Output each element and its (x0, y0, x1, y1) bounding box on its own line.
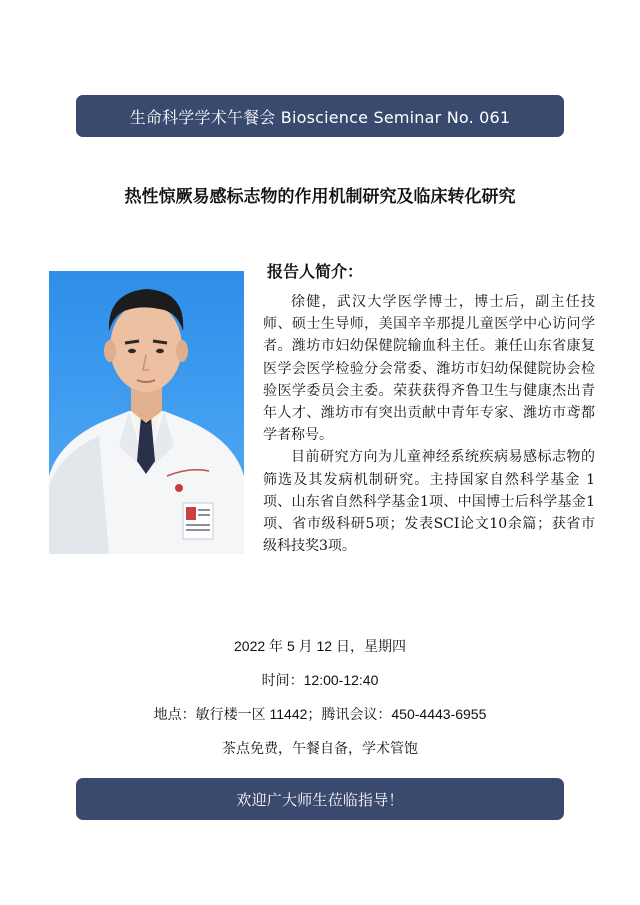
welcome-banner (76, 778, 564, 820)
event-time: 时间：12:00-12:40 (261, 672, 379, 688)
bio-paragraph: 目前研究方向为儿童神经系统疾病易感标志物的筛选及其发病机制研究。主持国家自然科学基金 1 项、山东省自然科学基金1项、中国博士后科学基金1项、省市级科研5项；发表SCI论文10余篇；获省市级科技奖3项。 (263, 449, 595, 555)
speaker-bio (263, 291, 595, 557)
speaker-photo (49, 271, 244, 554)
bio-heading: 报告人简介： (267, 262, 364, 281)
talk-title: 热性惊厥易感标志物的作用机制研究及临床转化研究 (124, 187, 516, 207)
event-location: 地点：敏行楼一区 11442；腾讯会议：450-4443-6955 (153, 706, 487, 722)
bio-paragraph: 徐健，武汉大学医学博士，博士后，副主任技师、硕士生导师，美国辛辛那提儿童医学中心访问学者。潍坊市妇幼保健院输血科主任。兼任山东省康复医学会医学检验分会常委、潍坊市妇幼保健院协会检验医学委员会主委。荣获获得齐鲁卫生与健康杰出青年人才、潍坊市有突出贡献中青年专家、潍坊市鸢都学者称号。 (263, 294, 595, 444)
welcome-banner-text: 欢迎广大师生莅临指导！ (236, 790, 404, 809)
seminar-banner-text: 生命科学学术午餐会 Bioscience Seminar No. 061 (129, 107, 511, 127)
event-note: 茶点免费，午餐自备，学术管饱 (222, 740, 418, 756)
seminar-banner (76, 95, 564, 137)
event-date: 2022 年 5 月 12 日，星期四 (234, 638, 406, 654)
